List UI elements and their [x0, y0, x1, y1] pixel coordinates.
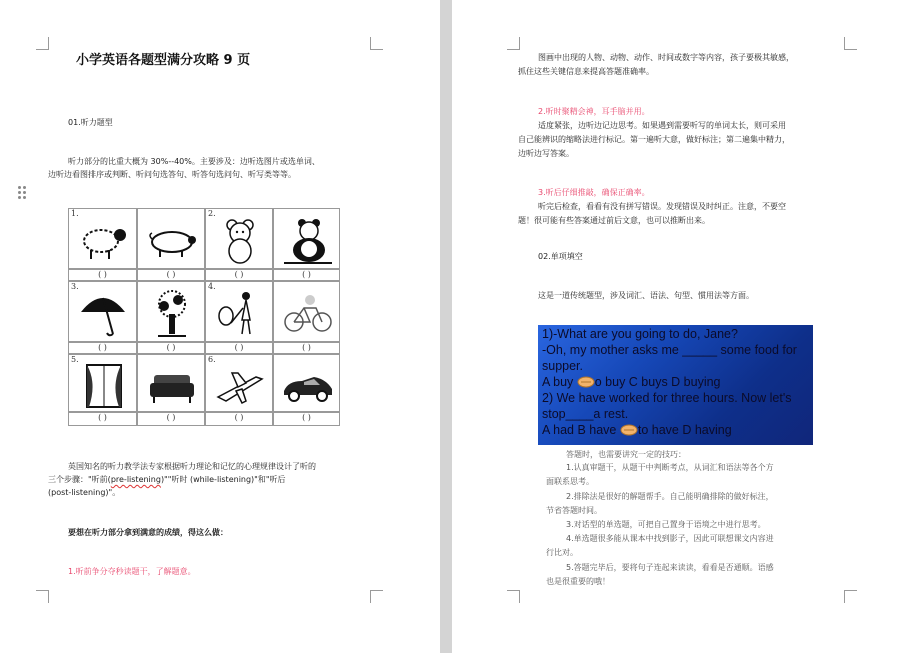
crop-mark — [844, 590, 857, 603]
quiz-option-text: A buy — [542, 375, 577, 389]
picture-cell — [205, 208, 273, 269]
sofa-icon — [144, 363, 200, 409]
handshake-icon — [577, 376, 595, 388]
answer-blank: ( ) — [205, 412, 273, 426]
picture-cell — [273, 354, 340, 412]
item-number: 2. — [208, 209, 216, 218]
paragraph-line: 听完后检查，看看有没有拼写错误。发现错误及时纠正。注意，不要空 — [538, 202, 786, 211]
skill-line: 也是很重要的哦！ — [546, 577, 610, 586]
crop-mark — [844, 37, 857, 50]
picture-cell — [205, 281, 273, 342]
paragraph-line: (post-listening)"。 — [48, 488, 121, 497]
tip-heading: 3.听后仔细推敲，确保正确率。 — [538, 188, 650, 197]
quiz-option-text: o buy C buys D buying — [594, 375, 721, 389]
sheep-icon — [75, 217, 131, 263]
quiz-options — [542, 375, 721, 390]
picture-cell — [68, 281, 137, 342]
skills-intro: 答题时，也需要讲究一定的技巧： — [566, 450, 686, 459]
tip-heading: 2.听时聚精会神，耳手脑并用。 — [538, 107, 650, 116]
answer-blank: ( ) — [68, 342, 137, 354]
answer-blank: ( ) — [137, 412, 205, 426]
paragraph-line: 边听边看图排序或判断、听问句选答句、听答句选问句、听写类等等。 — [48, 170, 296, 179]
skill-line: 行比对。 — [546, 548, 578, 557]
item-number: 3. — [71, 282, 79, 291]
item-number: 4. — [208, 282, 216, 291]
crop-mark — [36, 590, 49, 603]
picture-cell — [137, 354, 205, 412]
answer-blank: ( ) — [68, 269, 137, 281]
skill-line: 4.单选题很多能从课本中找到影子，因此可联想课文内容进 — [566, 534, 774, 543]
listening-picture-grid — [68, 208, 340, 426]
bicycle-icon — [280, 290, 336, 338]
picture-cell — [205, 354, 273, 412]
paragraph-line: 题！很可能有些答案通过前后文意，也可以推断出来。 — [518, 216, 710, 225]
tree-icon — [144, 290, 200, 338]
skill-line: 5.答题完毕后，要将句子连起来读读，看看是否通顺。语感 — [566, 563, 774, 572]
page-gutter — [440, 0, 452, 653]
paragraph-line: 适度紧张，边听边记边思考。如果遇到需要听写的单词太长，则可采用 — [538, 121, 786, 130]
item-number: 6. — [208, 355, 216, 364]
quiz-line: stop____a rest. — [542, 407, 629, 421]
drag-handle-icon[interactable] — [18, 186, 26, 200]
answer-blank: ( ) — [273, 269, 340, 281]
girl-with-racket-icon — [212, 290, 268, 338]
panda-icon — [280, 217, 336, 265]
document-page-left — [0, 0, 440, 653]
quiz-line: 2) We have worked for three hours. Now let's — [542, 391, 792, 405]
picture-cell — [68, 208, 137, 269]
answer-blank: ( ) — [137, 269, 205, 281]
paragraph-line — [48, 473, 286, 486]
picture-cell — [273, 208, 340, 269]
tip-heading: 1.听前争分夺秒读题干，了解题意。 — [68, 567, 196, 576]
text-span: )""听时 (while-listening)"和"听后 — [160, 475, 286, 484]
crop-mark — [370, 37, 383, 50]
crop-mark — [507, 590, 520, 603]
quiz-image — [538, 325, 813, 445]
handshake-icon — [620, 424, 638, 436]
skill-line: 3.对话型的单选题，可把自己置身于语境之中进行思考。 — [566, 520, 766, 529]
quiz-line: supper. — [542, 359, 584, 373]
item-number: 1. — [71, 209, 79, 218]
paragraph-line: 抓住这些关键信息来提高答题准确率。 — [518, 67, 654, 76]
skill-line: 节省答题时间。 — [546, 506, 602, 515]
picture-cell — [137, 281, 205, 342]
quiz-option-text: to have D having — [637, 423, 732, 437]
answer-blank: ( ) — [273, 342, 340, 354]
airplane-icon — [212, 363, 268, 409]
paragraph-line: 这是一道传统题型，涉及词汇、语法、句型、惯用法等方面。 — [538, 291, 754, 300]
window-curtain-icon — [75, 363, 131, 409]
picture-cell — [68, 354, 137, 412]
quiz-options — [542, 423, 732, 438]
section-heading-single-choice: 02.单项填空 — [538, 252, 583, 261]
crop-mark — [507, 37, 520, 50]
answer-blank: ( ) — [273, 412, 340, 426]
paragraph-line: 英国知名的听力教学法专家根据听力理论和记忆的心理规律设计了听的 — [68, 462, 316, 471]
skill-line: 1.认真审题干，从题干中判断考点，从词汇和语法等各个方 — [566, 463, 774, 472]
quiz-option-text: A had B have — [542, 423, 620, 437]
crop-mark — [36, 37, 49, 50]
pig-icon — [144, 217, 200, 263]
section-heading-listening: 01.听力题型 — [68, 118, 113, 127]
answer-blank: ( ) — [205, 342, 273, 354]
paragraph-line: 图画中出现的人物、动物、动作、时间或数字等内容，孩子要极其敏感， — [538, 53, 794, 62]
item-number: 5. — [71, 355, 79, 364]
misspelled-word: pre-listening — [110, 475, 161, 484]
skill-line: 面联系思考。 — [546, 477, 594, 486]
skill-line: 2.排除法是很好的解题帮手。自己能明确排除的做好标注， — [566, 492, 774, 501]
car-icon — [280, 363, 336, 409]
paragraph-line: 边听边写答案。 — [518, 149, 574, 158]
paragraph-line: 自己能辨识的缩略法进行标记。第一遍听大意，做好标注；第二遍集中精力， — [518, 135, 790, 144]
bold-heading: 要想在听力部分拿到满意的成绩，得这么做： — [68, 528, 228, 537]
umbrella-icon — [75, 290, 131, 338]
picture-cell — [273, 281, 340, 342]
crop-mark — [370, 590, 383, 603]
document-title: 小学英语各题型满分攻略 9 页 — [76, 53, 251, 68]
teddy-bear-icon — [212, 217, 268, 265]
quiz-line: -Oh, my mother asks me _____ some food for — [542, 343, 797, 357]
answer-blank: ( ) — [137, 342, 205, 354]
paragraph-line: 听力部分的比重大概为 30%--40%。主要涉及：边听选图片或选单词、 — [68, 157, 320, 166]
picture-cell — [137, 208, 205, 269]
quiz-line: 1)-What are you going to do, Jane? — [542, 327, 738, 341]
text-span: 三个步骤："听前( — [48, 475, 111, 484]
answer-blank: ( ) — [205, 269, 273, 281]
answer-blank: ( ) — [68, 412, 137, 426]
